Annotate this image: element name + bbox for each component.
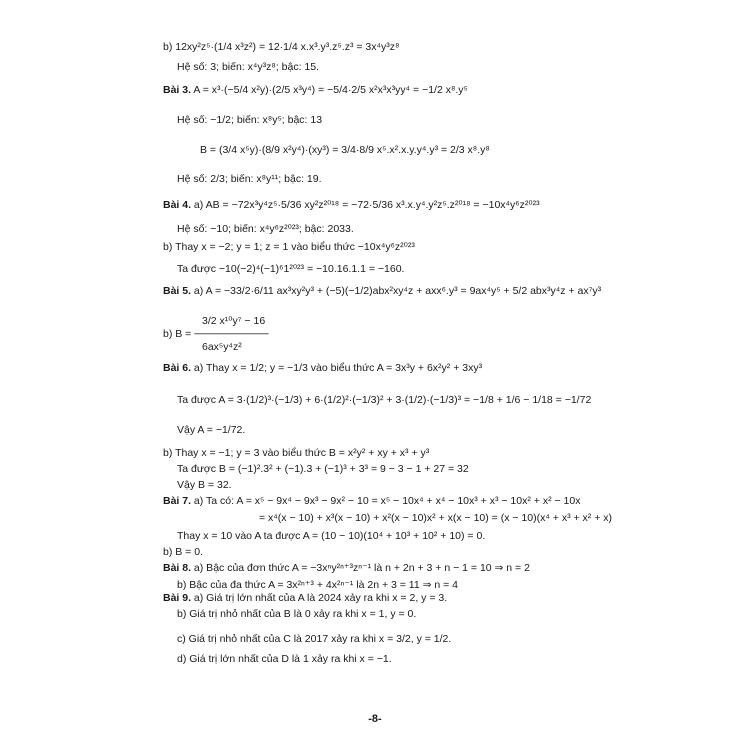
bai7-a-result: Thay x = 10 vào A ta được A = (10 − 10)(10⁴ + 10³ + 10² + 10) = 0.: [177, 530, 486, 542]
bai6-a-result: Vậy A = −1/72.: [177, 424, 246, 436]
bai6-line: Bài 6. a) Thay x = 1/2; y = −1/3 vào biểu thức A = 3x³y + 6x²y² + 3xy³: [163, 362, 483, 374]
bai7-b-line: b) B = 0.: [163, 546, 203, 558]
bai6-b-result: Vậy B = 32.: [177, 479, 232, 491]
exercise-label: Bài 4.: [163, 199, 192, 211]
bai4-a-result: Hệ số: −10; biến: x⁴y⁶z²⁰²³; bậc: 2033.: [177, 223, 354, 235]
bai8-b-line: b) Bậc của đa thức A = 3x²ⁿ⁺³ + 4x²ⁿ⁻¹ là 2n + 3 = 11 ⇒ n = 4: [177, 579, 458, 591]
bai9-c-line: c) Giá trị nhỏ nhất của C là 2017 xảy ra khi x = 3/2, y = 1/2.: [177, 633, 452, 645]
bai3-a-result: Hệ số: −1/2; biến: x⁸y⁵; bậc: 13: [177, 114, 323, 126]
bai6-a-calc: Ta được A = 3·(1/2)³·(−1/3) + 6·(1/2)²·(−1/3)² + 3·(1/2)·(−1/3)³ = −1/8 + 1/6 − 1/18 = −1/72: [177, 394, 592, 406]
bai5-b-denominator: 6ax⁵y⁴z²: [202, 341, 242, 353]
bai6-b-line: b) Thay x = −1; y = 3 vào biểu thức B = x²y² + xy + x³ + y³: [163, 447, 430, 459]
exercise-label: Bài 8.: [163, 562, 192, 574]
bai9-line: Bài 9. a) Giá trị lớn nhất của A là 2024 xảy ra khi x = 2, y = 3.: [163, 592, 448, 604]
bai9-b-line: b) Giá trị nhỏ nhất của B là 0 xảy ra khi x = 1, y = 0.: [177, 608, 417, 620]
bai2b-line: b) 12xy²z⁵·(1/4 x³z²) = 12·1/4 x.x³.y³.z⁵.z³ = 3x⁴y³z⁸: [163, 41, 400, 53]
exercise-label: Bài 5.: [163, 285, 192, 297]
exercise-label: Bài 9.: [163, 592, 192, 604]
bai7-line: Bài 7. a) Ta có: A = x⁵ − 9x⁴ − 9x³ − 9x² − 10 = x⁵ − 10x⁴ + x⁴ − 10x³ + x³ − 10x² + x² − 10x: [163, 495, 581, 507]
bai6-b-calc: Ta được B = (−1)².3² + (−1).3 + (−1)³ + 3³ = 9 − 3 − 1 + 27 = 32: [177, 463, 469, 475]
bai3-b-line: B = (3/4 x⁵y)·(8/9 x²y⁴)·(xy³) = 3/4·8/9 x⁵.x².x.y.y⁴.y³ = 2/3 x⁸.y⁸: [200, 144, 490, 156]
exercise-label: Bài 7.: [163, 495, 192, 507]
bai4-line: Bài 4. a) AB = −72x³y⁴z⁵·5/36 xy²z²⁰¹⁸ = −72·5/36 x³.x.y⁴.y²z⁵.z²⁰¹⁸ = −10x⁴y⁶z²⁰²³: [163, 199, 540, 211]
bai5-b-line: b) B = ──────────: [163, 328, 269, 340]
bai9-d-line: d) Giá trị lớn nhất của D là 1 xảy ra khi x = −1.: [177, 653, 392, 665]
bai5-b-numerator: 3/2 x¹⁰y⁷ − 16: [202, 315, 266, 327]
exercise-label: Bài 3.: [163, 84, 192, 96]
bai3-b-result: Hệ số: 2/3; biến: x⁸y¹¹; bậc: 19.: [177, 173, 322, 185]
bai2b-result: Hệ số: 3; biến: x⁴y³z⁸; bậc: 15.: [177, 61, 320, 73]
bai7-line-2: = x⁴(x − 10) + x³(x − 10) + x²(x − 10)x² + x(x − 10) = (x − 10)(x⁴ + x³ + x² + x): [259, 512, 613, 524]
bai8-line: Bài 8. a) Bậc của đơn thức A = −3xⁿy²ⁿ⁺³zⁿ⁻¹ là n + 2n + 3 + n − 1 = 10 ⇒ n = 2: [163, 562, 530, 574]
bai4-b-line: b) Thay x = −2; y = 1; z = 1 vào biểu thức −10x⁴y⁶z²⁰²³: [163, 241, 415, 253]
exercise-label: Bài 6.: [163, 362, 192, 374]
bai3-line: Bài 3. A = x³·(−5/4 x²y)·(2/5 x³y⁴) = −5/4·2/5 x²x³x³yy⁴ = −1/2 x⁸.y⁵: [163, 84, 468, 96]
bai4-b-result: Ta được −10(−2)⁴(−1)⁶1²⁰²³ = −10.16.1.1 = −160.: [177, 263, 405, 275]
page-number: -8-: [368, 713, 382, 725]
bai5-line: Bài 5. a) A = −33/2·6/11 ax³xy²y³ + (−5)(−1/2)abx²xy⁴z + axx⁶.y³ = 9ax⁴y⁵ + 5/2 abx³y⁴z + ax⁷y³: [163, 285, 602, 297]
